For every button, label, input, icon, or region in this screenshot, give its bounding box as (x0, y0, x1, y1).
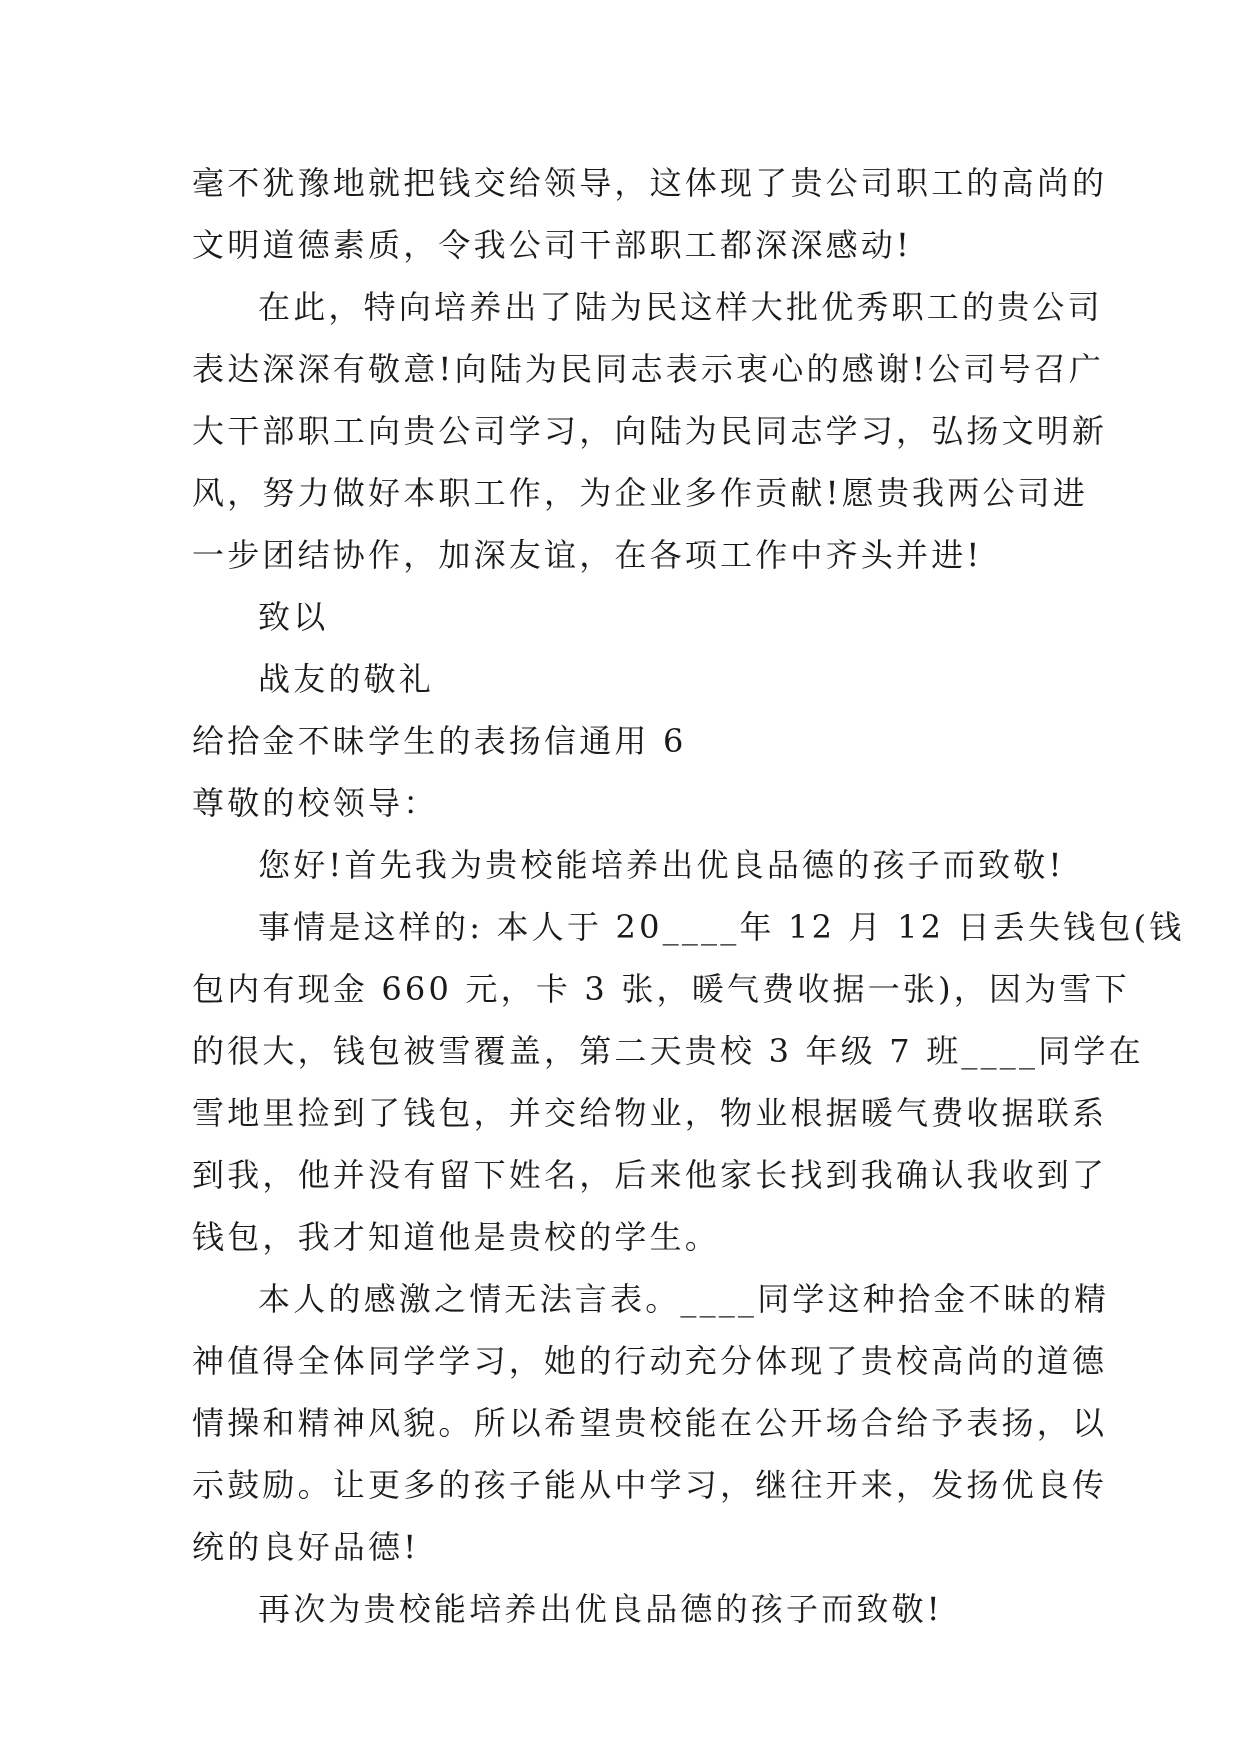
text-line: 您好!首先我为贵校能培养出优良品德的孩子而致敬! (258, 846, 1065, 884)
closing-salutation: 致以 (258, 598, 329, 636)
letter-greeting: 尊敬的校领导： (192, 784, 439, 822)
text-line: 事情是这样的: 本人于 20____年 12 月 12 日丢失钱包(钱 (258, 908, 1185, 946)
text-line: 文明道德素质，令我公司干部职工都深深感动! (192, 226, 913, 264)
text-line: 示鼓励。让更多的孩子能从中学习，继往开来，发扬优良传 (192, 1466, 1108, 1504)
text-line: 一步团结协作，加深友谊，在各项工作中齐头并进! (192, 536, 983, 574)
text-line: 钱包，我才知道他是贵校的学生。 (192, 1218, 721, 1256)
document-page (192, 152, 1185, 1640)
text-line: 神值得全体同学学习，她的行动充分体现了贵校高尚的道德 (192, 1342, 1108, 1380)
closing-regards: 战友的敬礼 (258, 660, 435, 698)
text-line: 大干部职工向贵公司学习，向陆为民同志学习，弘扬文明新 (192, 412, 1108, 450)
text-line: 到我，他并没有留下姓名，后来他家长找到我确认我收到了 (192, 1156, 1108, 1194)
text-line: 再次为贵校能培养出优良品德的孩子而致敬! (258, 1590, 943, 1628)
section-title: 给拾金不昧学生的表扬信通用 6 (192, 722, 687, 760)
text-line: 毫不犹豫地就把钱交给领导，这体现了贵公司职工的高尚的 (192, 164, 1108, 202)
text-line: 的很大，钱包被雪覆盖，第二天贵校 3 年级 7 班____同学在 (192, 1032, 1144, 1070)
text-line: 风，努力做好本职工作，为企业多作贡献!愿贵我两公司进 (192, 474, 1089, 512)
text-line: 包内有现金 660 元，卡 3 张，暖气费收据一张)，因为雪下 (192, 970, 1130, 1008)
text-line: 在此，特向培养出了陆为民这样大批优秀职工的贵公司 (258, 288, 1103, 326)
text-line: 统的良好品德! (192, 1528, 420, 1566)
text-line: 本人的感激之情无法言表。____同学这种拾金不昧的精 (258, 1280, 1110, 1318)
text-line: 表达深深有敬意!向陆为民同志表示衷心的感谢!公司号召广 (192, 350, 1105, 388)
text-line: 情操和精神风貌。所以希望贵校能在公开场合给予表扬，以 (192, 1404, 1108, 1442)
text-line: 雪地里捡到了钱包，并交给物业，物业根据暖气费收据联系 (192, 1094, 1108, 1132)
